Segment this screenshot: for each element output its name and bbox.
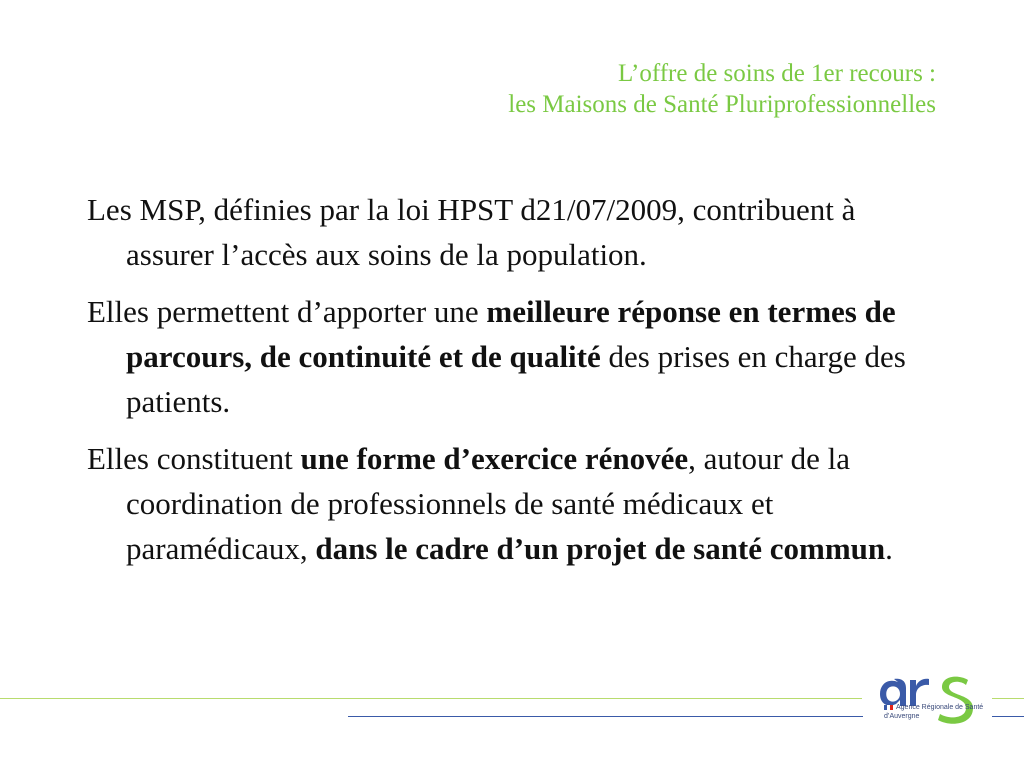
footer-rule-green — [0, 698, 862, 699]
paragraph-3-text-start: Elles constituent — [87, 441, 301, 476]
paragraph-2-emphasis: meilleure réponse en termes de parcours, de continuité et de qualité — [126, 294, 896, 374]
slide-body — [87, 187, 917, 583]
paragraph-3 — [87, 436, 917, 571]
paragraph-1 — [87, 187, 917, 277]
paragraph-3-emphasis-1: une forme d’exercice rénovée — [300, 441, 689, 476]
logo-tagline-line-1: Agence Régionale de Santé — [896, 704, 984, 711]
footer-rule-green-right — [992, 698, 1024, 699]
paragraph-3-text-end: . — [885, 531, 893, 566]
paragraph-3-emphasis-2: dans le cadre d’un projet de santé commun — [315, 531, 886, 566]
paragraph-2-text-end: des prises en charge des patients. — [126, 339, 906, 419]
paragraph-1-text: Les MSP, définies par la loi HPST d21/07/2009, contribuent à assurer l’accès aux soins de la population. — [87, 192, 856, 272]
slide-title — [508, 58, 936, 120]
logo-tagline-line-2: d’Auvergne — [884, 713, 920, 720]
slide-title-line-2: les Maisons de Santé Pluriprofessionnelles — [508, 91, 936, 118]
paragraph-2 — [87, 289, 917, 424]
slide-title-line-1: L’offre de soins de 1er recours : — [618, 60, 936, 87]
logo-letter-r — [910, 679, 929, 706]
ars-logo-tagline — [884, 703, 983, 721]
logo-letter-a — [880, 679, 906, 706]
footer-rule-blue — [348, 716, 863, 717]
paragraph-3-text-middle: , autour de la coordination de professionnels de santé médicaux et paramédicaux, — [126, 441, 850, 566]
footer-rule-blue-right — [992, 716, 1024, 717]
paragraph-2-text-start: Elles permettent d’apporter une — [87, 294, 487, 329]
